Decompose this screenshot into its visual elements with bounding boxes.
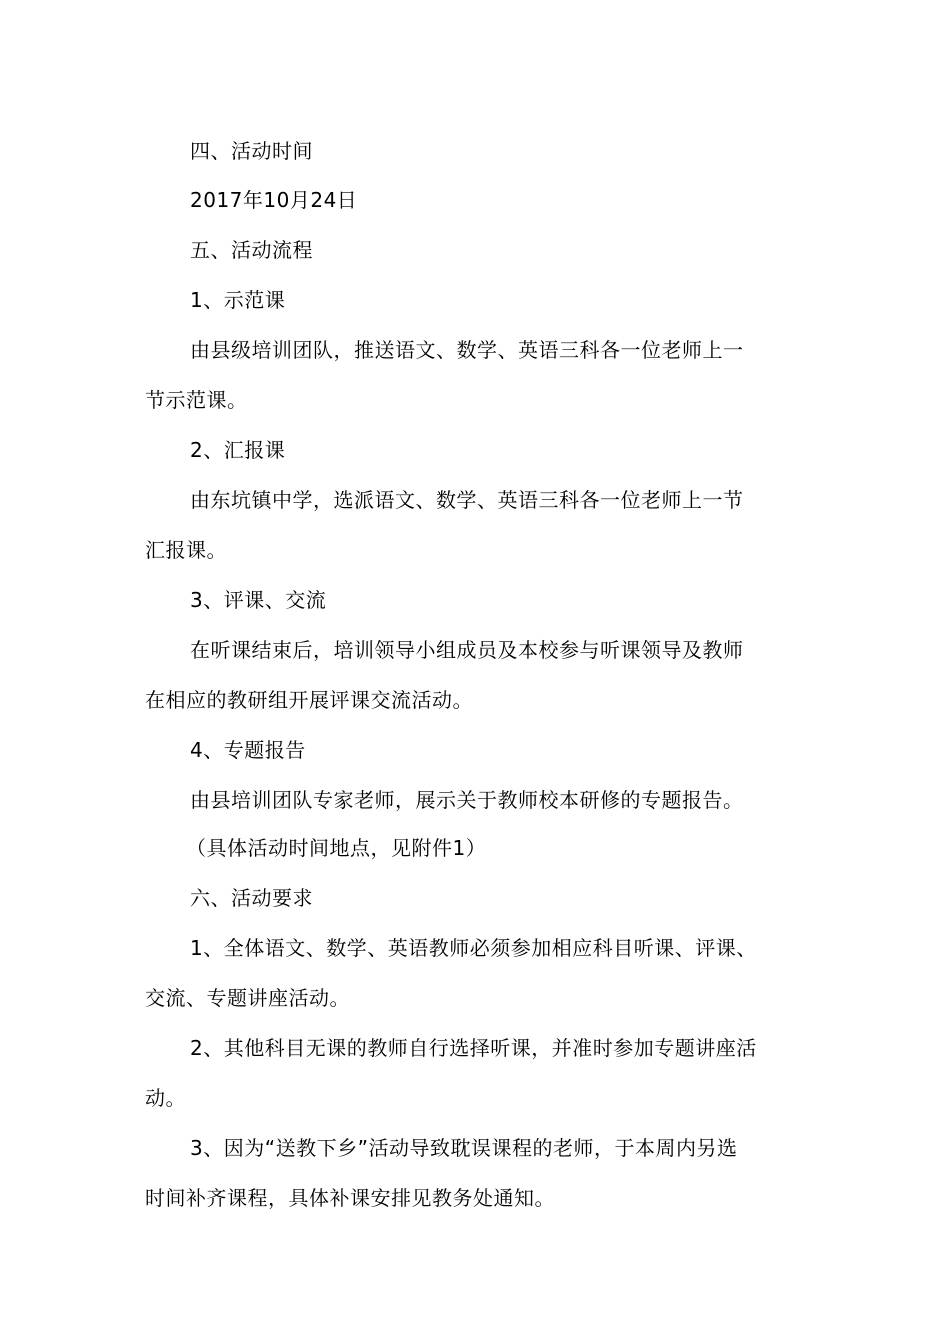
paragraph-line: 节示范课。 [145, 388, 248, 412]
paragraph-line: 汇报课。 [145, 538, 227, 562]
paragraph-line: 由县培训团队专家老师，展示关于教师校本研修的专题报告。 [190, 788, 744, 812]
subheading-special-report: 4、专题报告 [190, 738, 306, 762]
activity-date: 2017年10月24日 [190, 188, 358, 212]
paragraph-line: 1、全体语文、数学、英语教师必须参加相应科目听课、评课、 [190, 936, 757, 960]
paragraph-line: 由东坑镇中学，选派语文、数学、英语三科各一位老师上一节 [190, 488, 744, 512]
attachment-note: （具体活动时间地点，见附件1） [186, 836, 487, 860]
paragraph-line: 时间补齐课程，具体补课安排见教务处通知。 [145, 1186, 555, 1210]
section-heading-activity-process: 五、活动流程 [190, 238, 313, 262]
paragraph-line: 动。 [145, 1086, 186, 1110]
paragraph-line: 2、其他科目无课的教师自行选择听课，并准时参加专题讲座活 [190, 1036, 757, 1060]
paragraph-line: 在听课结束后，培训领导小组成员及本校参与听课领导及教师 [190, 638, 744, 662]
subheading-report-class: 2、汇报课 [190, 438, 286, 462]
subheading-demo-class: 1、示范课 [190, 288, 286, 312]
paragraph-line: 交流、专题讲座活动。 [145, 986, 350, 1010]
section-heading-activity-time: 四、活动时间 [190, 139, 313, 163]
paragraph-line: 3、因为“送教下乡”活动导致耽误课程的老师，于本周内另选 [190, 1136, 738, 1160]
subheading-evaluation: 3、评课、交流 [190, 588, 327, 612]
paragraph-line: 在相应的教研组开展评课交流活动。 [145, 688, 473, 712]
paragraph-line: 由县级培训团队，推送语文、数学、英语三科各一位老师上一 [190, 338, 744, 362]
section-heading-requirements: 六、活动要求 [190, 886, 313, 910]
